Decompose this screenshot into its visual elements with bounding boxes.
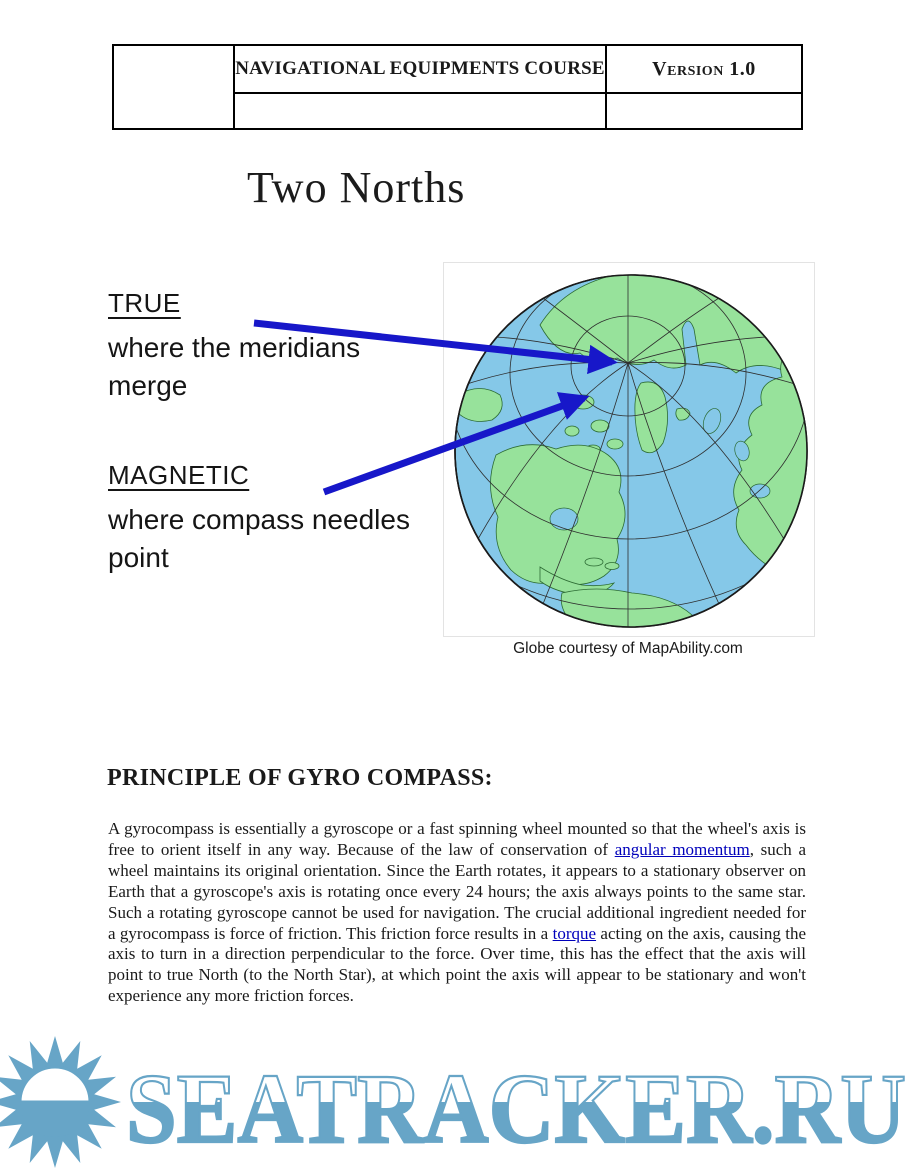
true-north-label-block — [108, 288, 418, 405]
magnetic-description: where compass needles point — [108, 504, 410, 573]
paragraph-text: A gyrocompass is essentially a gyroscope or a fast spinning wheel mounted so that the wheel's axis is free to orient itself in any way. Because of the law of conservation of — [108, 819, 806, 859]
header-table — [112, 44, 803, 130]
page-title: Two Norths — [247, 163, 466, 212]
angular-momentum-link[interactable]: angular momentum — [614, 839, 750, 859]
magnetic-label: MAGNETIC — [108, 460, 250, 490]
paragraph-text: , such a wheel maintains its original orientation. Since the Earth rotates, it appears to a stationary observer on Earth that a gyroscope's axis is rotating once every 24 hours; the axis always points to the same star. Such a rotating gyroscope cannot be used for navigation. The crucial additional ingredient needed for a gyrocompass is force of friction. This friction force results in a — [108, 839, 806, 943]
globe-image — [443, 262, 815, 637]
paragraph-text: acting on the axis, causing the axis to turn in a direction perpendicular to the force. Over time, this has the effect that the axis will point to true North (to the North Star), at which point the axis will appear to be stationary and won't experience any more friction forces. — [108, 923, 806, 1006]
globe-graphic — [444, 263, 814, 636]
true-description: where the meridians merge — [108, 332, 361, 401]
section-heading: PRINCIPLE OF GYRO COMPASS: — [107, 765, 493, 791]
magnetic-north-label-block — [108, 460, 418, 577]
globe-caption: Globe courtesy of MapAbility.com — [513, 640, 743, 657]
empty-cell — [607, 94, 801, 128]
true-label: TRUE — [108, 288, 181, 318]
torque-link[interactable]: torque — [552, 923, 597, 943]
seatracker-watermark — [0, 1035, 912, 1171]
sun-icon — [0, 1036, 121, 1168]
empty-cell — [235, 94, 607, 128]
version-label: Version 1.0 — [607, 46, 801, 94]
logo-cell — [114, 46, 235, 128]
watermark-text: SEATRACKER.RU — [126, 1053, 906, 1164]
body-paragraph — [108, 819, 806, 1007]
course-title: NAVIGATIONAL EQUIPMENTS COURSE — [235, 46, 607, 94]
